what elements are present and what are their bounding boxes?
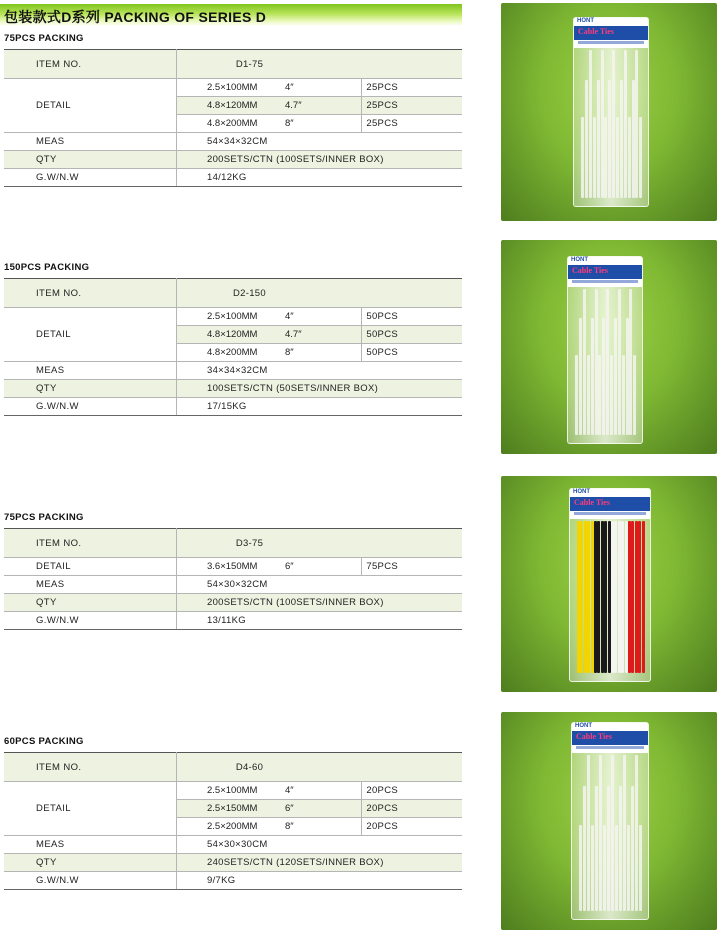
- cable-tie: [598, 355, 601, 435]
- size-mm: 4.8×120MM: [207, 100, 258, 111]
- cable-tie: [639, 117, 642, 198]
- product-photo: [501, 240, 717, 454]
- size-mm: 2.5×100MM: [207, 311, 258, 322]
- detail-pcs: 50PCS: [362, 326, 463, 344]
- detail-pcs: 20PCS: [362, 782, 463, 800]
- size-inch: 4.7″: [285, 100, 302, 111]
- meas-value: 54×30×32CM: [177, 576, 463, 594]
- card-note: [578, 41, 644, 44]
- detail-pcs: 25PCS: [362, 79, 463, 97]
- meas-value: 34×34×32CM: [177, 362, 463, 380]
- gw-row: [4, 872, 462, 890]
- brand-logo: HONT: [573, 489, 590, 495]
- detail-size: [177, 818, 362, 836]
- qty-row: [4, 854, 462, 872]
- brand-logo: HONT: [577, 18, 594, 24]
- detail-pcs: 20PCS: [362, 818, 463, 836]
- cable-tie: [603, 825, 606, 911]
- spec-table: [4, 49, 462, 187]
- gw-label: G.W/N.W: [4, 169, 177, 187]
- gw-row: [4, 612, 462, 630]
- packaging-bag: [571, 722, 649, 920]
- spec-table: [4, 278, 462, 416]
- meas-row: [4, 362, 462, 380]
- cable-tie: [607, 786, 610, 911]
- card-note: [576, 746, 644, 749]
- product-name: Cable Ties: [572, 266, 608, 275]
- cable-tie: [619, 786, 622, 911]
- item-no-label: ITEM NO.: [4, 50, 177, 79]
- cable-tie: [615, 825, 618, 911]
- section-title: 150PCS PACKING: [4, 262, 90, 273]
- cable-tie: [610, 355, 613, 435]
- brand-logo: HONT: [571, 257, 588, 263]
- cable-tie: [575, 355, 578, 435]
- qty-value: 200SETS/CTN (100SETS/INNER BOX): [177, 151, 463, 169]
- item-code: D1-75: [177, 50, 463, 79]
- spec-table: [4, 752, 462, 890]
- card-note: [572, 280, 638, 283]
- gw-row: [4, 398, 462, 416]
- qty-label: QTY: [4, 380, 177, 398]
- cable-tie: [629, 289, 632, 435]
- cable-tie: [639, 825, 642, 911]
- size-mm: 2.5×150MM: [207, 803, 258, 814]
- size-mm: 4.8×200MM: [207, 347, 258, 358]
- cable-tie: [602, 318, 605, 435]
- product-name: Cable Ties: [576, 732, 612, 741]
- size-inch: 6″: [285, 803, 294, 814]
- detail-size: [177, 97, 362, 115]
- cable-tie: [628, 117, 631, 198]
- packaging-bag: [567, 256, 643, 444]
- size-mm: 2.5×100MM: [207, 785, 258, 796]
- cable-tie: [614, 318, 617, 435]
- detail-pcs: 50PCS: [362, 308, 463, 326]
- product-name: Cable Ties: [578, 27, 614, 36]
- meas-row: [4, 836, 462, 854]
- product-photo: [501, 3, 717, 221]
- cable-tie: [579, 825, 582, 911]
- brand-logo: HONT: [575, 723, 592, 729]
- size-inch: 4″: [285, 311, 294, 322]
- size-mm: 4.8×120MM: [207, 329, 258, 340]
- detail-pcs: 75PCS: [362, 558, 463, 576]
- size-inch: 8″: [285, 821, 294, 832]
- header-banner: [0, 4, 462, 26]
- detail-pcs: 25PCS: [362, 115, 463, 133]
- detail-label: DETAIL: [4, 558, 177, 576]
- detail-size: [177, 79, 362, 97]
- meas-label: MEAS: [4, 133, 177, 151]
- qty-row: [4, 594, 462, 612]
- cable-tie: [597, 521, 600, 673]
- size-inch: 4.7″: [285, 329, 302, 340]
- gw-value: 14/12KG: [177, 169, 463, 187]
- cable-tie: [618, 289, 621, 435]
- gw-row: [4, 169, 462, 187]
- gw-label: G.W/N.W: [4, 612, 177, 630]
- product-name: Cable Ties: [574, 498, 610, 507]
- card-note: [574, 512, 646, 515]
- gw-label: G.W/N.W: [4, 872, 177, 890]
- item-no-label: ITEM NO.: [4, 279, 177, 308]
- qty-value: 240SETS/CTN (120SETS/INNER BOX): [177, 854, 463, 872]
- cable-tie: [599, 755, 602, 911]
- detail-pcs: 50PCS: [362, 344, 463, 362]
- detail-row: [4, 782, 462, 800]
- cable-tie: [580, 521, 583, 673]
- cable-tie: [620, 80, 623, 198]
- detail-row: [4, 79, 462, 97]
- qty-row: [4, 380, 462, 398]
- size-mm: 2.5×200MM: [207, 821, 258, 832]
- cable-tie: [585, 80, 588, 198]
- meas-value: 54×34×32CM: [177, 133, 463, 151]
- cable-tie: [642, 521, 645, 673]
- size-mm: 2.5×100MM: [207, 82, 258, 93]
- detail-pcs: 25PCS: [362, 97, 463, 115]
- cable-tie: [604, 521, 607, 673]
- detail-pcs: 20PCS: [362, 800, 463, 818]
- detail-label: DETAIL: [4, 79, 177, 133]
- cable-tie: [616, 117, 619, 198]
- item-code: D2-150: [177, 279, 463, 308]
- cable-tie: [635, 755, 638, 911]
- size-inch: 4″: [285, 82, 294, 93]
- item-no-label: ITEM NO.: [4, 529, 177, 558]
- detail-size: [177, 558, 362, 576]
- cable-tie: [591, 318, 594, 435]
- detail-size: [177, 344, 362, 362]
- product-photo: [501, 712, 717, 930]
- header-card: [572, 723, 648, 753]
- cable-tie: [608, 80, 611, 198]
- cable-ties-bundle: [578, 755, 642, 913]
- cable-tie: [583, 786, 586, 911]
- cable-tie: [614, 521, 617, 673]
- packaging-bag: [569, 488, 651, 682]
- header-card: [568, 257, 642, 287]
- size-mm: 3.6×150MM: [207, 561, 258, 572]
- meas-label: MEAS: [4, 576, 177, 594]
- cable-tie: [587, 355, 590, 435]
- cable-tie: [621, 521, 624, 673]
- cable-ties-bundle: [574, 289, 636, 437]
- cable-tie: [591, 825, 594, 911]
- qty-value: 200SETS/CTN (100SETS/INNER BOX): [177, 594, 463, 612]
- qty-label: QTY: [4, 854, 177, 872]
- cable-ties-bundle: [580, 50, 642, 200]
- cable-tie: [612, 50, 615, 198]
- cable-tie: [633, 355, 636, 435]
- gw-value: 17/15KG: [177, 398, 463, 416]
- section-title: 75PCS PACKING: [4, 512, 84, 523]
- cable-tie: [627, 825, 630, 911]
- detail-size: [177, 800, 362, 818]
- page-title: 包装款式D系列 PACKING OF SERIES D: [4, 9, 267, 25]
- size-inch: 8″: [285, 347, 294, 358]
- cable-tie: [624, 50, 627, 198]
- cable-tie: [606, 289, 609, 435]
- detail-row: [4, 558, 462, 576]
- cable-tie: [597, 80, 600, 198]
- cable-tie: [587, 521, 590, 673]
- size-mm: 4.8×200MM: [207, 118, 258, 129]
- detail-size: [177, 308, 362, 326]
- detail-row: [4, 308, 462, 326]
- size-inch: 8″: [285, 118, 294, 129]
- item-row: [4, 753, 462, 782]
- product-photo: [501, 476, 717, 692]
- cable-tie: [604, 117, 607, 198]
- cable-tie: [595, 786, 598, 911]
- cable-tie: [611, 755, 614, 911]
- qty-row: [4, 151, 462, 169]
- cable-tie: [631, 786, 634, 911]
- gw-value: 13/11KG: [177, 612, 463, 630]
- cable-tie: [579, 318, 582, 435]
- section-title: 75PCS PACKING: [4, 33, 84, 44]
- section-title: 60PCS PACKING: [4, 736, 84, 747]
- cable-tie: [581, 117, 584, 198]
- cable-tie: [638, 521, 641, 673]
- item-code: D3-75: [177, 529, 463, 558]
- header-card: [574, 18, 648, 48]
- qty-value: 100SETS/CTN (50SETS/INNER BOX): [177, 380, 463, 398]
- cable-ties-bundle: [576, 521, 644, 675]
- meas-value: 54×30×30CM: [177, 836, 463, 854]
- meas-label: MEAS: [4, 836, 177, 854]
- cable-tie: [587, 755, 590, 911]
- size-inch: 4″: [285, 785, 294, 796]
- meas-label: MEAS: [4, 362, 177, 380]
- item-row: [4, 50, 462, 79]
- cable-tie: [589, 50, 592, 198]
- cable-tie: [631, 521, 634, 673]
- gw-label: G.W/N.W: [4, 398, 177, 416]
- packaging-bag: [573, 17, 649, 207]
- spec-table: [4, 528, 462, 630]
- header-card: [570, 489, 650, 519]
- cable-tie: [635, 50, 638, 198]
- item-code: D4-60: [177, 753, 463, 782]
- cable-tie: [583, 289, 586, 435]
- detail-size: [177, 326, 362, 344]
- qty-label: QTY: [4, 594, 177, 612]
- item-row: [4, 279, 462, 308]
- cable-tie: [622, 355, 625, 435]
- size-inch: 6″: [285, 561, 294, 572]
- detail-label: DETAIL: [4, 308, 177, 362]
- item-no-label: ITEM NO.: [4, 753, 177, 782]
- detail-label: DETAIL: [4, 782, 177, 836]
- item-row: [4, 529, 462, 558]
- detail-size: [177, 115, 362, 133]
- meas-row: [4, 576, 462, 594]
- cable-tie: [593, 117, 596, 198]
- meas-row: [4, 133, 462, 151]
- detail-size: [177, 782, 362, 800]
- gw-value: 9/7KG: [177, 872, 463, 890]
- cable-tie: [623, 755, 626, 911]
- qty-label: QTY: [4, 151, 177, 169]
